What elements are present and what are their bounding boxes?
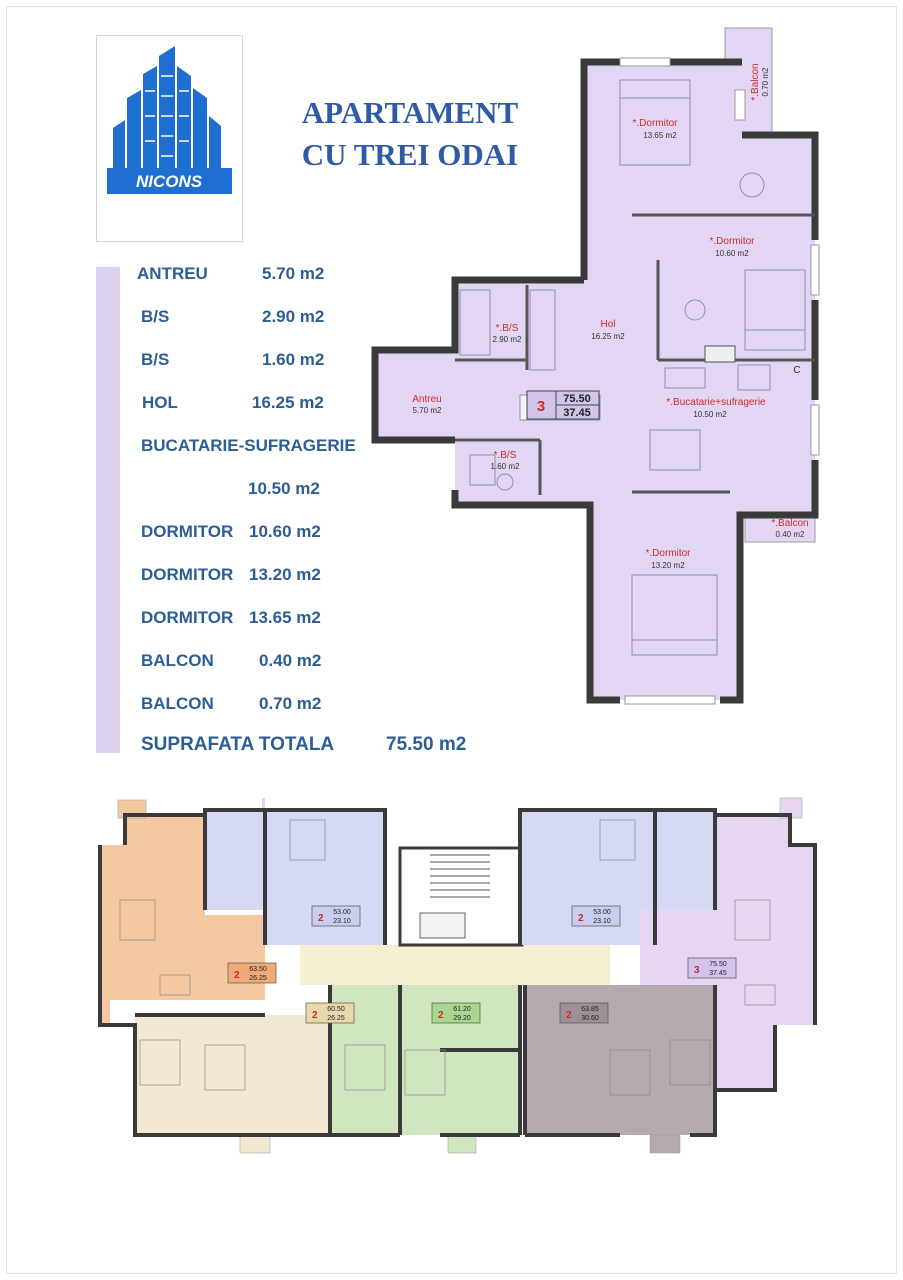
floor-badge — [432, 1003, 480, 1023]
room-area-dormitor-2: 10.60 m2 — [715, 249, 749, 258]
total-value: 75.50 m2 — [386, 734, 467, 755]
legend-value: 2.90 m2 — [262, 307, 325, 326]
legend-value: 13.65 m2 — [249, 608, 321, 627]
legend-value: 5.70 m2 — [262, 264, 325, 283]
legend-value: 0.70 m2 — [259, 694, 322, 713]
floor-badge-rooms: 2 — [566, 1010, 572, 1021]
floor-badge-rooms: 2 — [318, 913, 324, 924]
legend-value: 10.60 m2 — [249, 522, 321, 541]
room-area-balcon-1: 0.70 m2 — [761, 67, 770, 97]
room-label-dormitor-1: *.Dormitor — [632, 118, 678, 129]
floor-badge-living: 23.10 — [333, 918, 351, 925]
floor-badge — [572, 906, 620, 926]
stove-label: C — [793, 365, 801, 376]
floor-badge-living: 30.60 — [581, 1015, 599, 1022]
room-area-antreu: 5.70 m2 — [412, 406, 442, 415]
logo-text: NICONS — [135, 172, 203, 191]
legend-value: 13.20 m2 — [249, 565, 321, 584]
floor-badge-living: 37.45 — [709, 970, 727, 977]
room-label-dormitor-2: *.Dormitor — [709, 236, 755, 247]
room-area-hol: 16.25 m2 — [591, 332, 625, 341]
floor-badge — [560, 1003, 608, 1023]
floor-badge — [312, 906, 360, 926]
room-label-dormitor-3: *.Dormitor — [645, 548, 691, 559]
room-area-dormitor-3: 13.20 m2 — [651, 561, 685, 570]
legend-label: ANTREU — [137, 264, 208, 283]
legend-value: 0.40 m2 — [259, 651, 322, 670]
floor-badge-living: 23.10 — [593, 918, 611, 925]
title-line-1: APARTAMENT — [301, 95, 519, 130]
title-line-2: CU TREI ODAI — [301, 137, 519, 172]
legend-label: B/S — [141, 307, 170, 326]
badge-total: 75.50 — [563, 393, 591, 405]
floor-badge-total: 63.85 — [581, 1006, 599, 1013]
floor-badge-rooms: 2 — [438, 1010, 444, 1021]
floor-badge-total: 53.00 — [333, 909, 351, 916]
floor-badge-living: 26.25 — [327, 1015, 345, 1022]
floor-badge-rooms: 3 — [694, 965, 700, 976]
floor-badge-total: 75.50 — [709, 961, 727, 968]
apartment-green — [330, 985, 520, 1135]
floor-badge — [228, 963, 276, 983]
floor-badge — [688, 958, 736, 978]
floor-badge-rooms: 2 — [312, 1010, 318, 1021]
room-label-bucatarie: *.Bucatarie+sufragerie — [666, 397, 766, 408]
legend-label: B/S — [141, 350, 170, 369]
room-label-bs-2: *.B/S — [493, 450, 517, 461]
room-area-balcon-2: 0.40 m2 — [775, 530, 805, 539]
corridor — [300, 945, 610, 985]
floor-badge-total: 53.00 — [593, 909, 611, 916]
floor-badge-rooms: 2 — [578, 913, 584, 924]
room-label-antreu: Antreu — [412, 394, 442, 405]
room-label-balcon-2: *.Balcon — [771, 518, 809, 529]
floor-badge-total: 61.20 — [453, 1006, 471, 1013]
legend-label: BALCON — [141, 694, 214, 713]
floor-badge — [306, 1003, 354, 1023]
badge-living: 37.45 — [563, 407, 591, 419]
room-area-bucatarie: 10.50 m2 — [693, 410, 727, 419]
floor-badge-living: 29.20 — [453, 1015, 471, 1022]
legend-label: DORMITOR — [141, 565, 234, 584]
badge-rooms: 3 — [536, 398, 546, 415]
floor-badge-total: 63.50 — [249, 966, 267, 973]
room-label-bs-1: *.B/S — [495, 323, 519, 334]
room-label-balcon-1: *.Balcon — [750, 63, 761, 101]
room-area-bs-2: 1.60 m2 — [490, 462, 520, 471]
room-area-bs-1: 2.90 m2 — [492, 335, 522, 344]
room-area-dormitor-1: 13.65 m2 — [643, 131, 677, 140]
legend-value: 16.25 m2 — [252, 393, 324, 412]
legend-label: HOL — [142, 393, 178, 412]
floor-badge-living: 26.25 — [249, 975, 267, 982]
legend-value: 1.60 m2 — [262, 350, 325, 369]
room-label-hol: Hol — [600, 319, 616, 330]
legend-label: BUCATARIE-SUFRAGERIE — [141, 436, 356, 455]
legend-label: DORMITOR — [141, 522, 234, 541]
apartment-gray — [525, 985, 715, 1135]
legend-label: BALCON — [141, 651, 214, 670]
legend-value: 10.50 m2 — [248, 479, 320, 498]
floor-badge-rooms: 2 — [234, 970, 240, 981]
floor-badge-total: 60.50 — [327, 1006, 345, 1013]
legend-label: DORMITOR — [141, 608, 234, 627]
total-label: SUPRAFATA TOTALA — [141, 734, 335, 755]
